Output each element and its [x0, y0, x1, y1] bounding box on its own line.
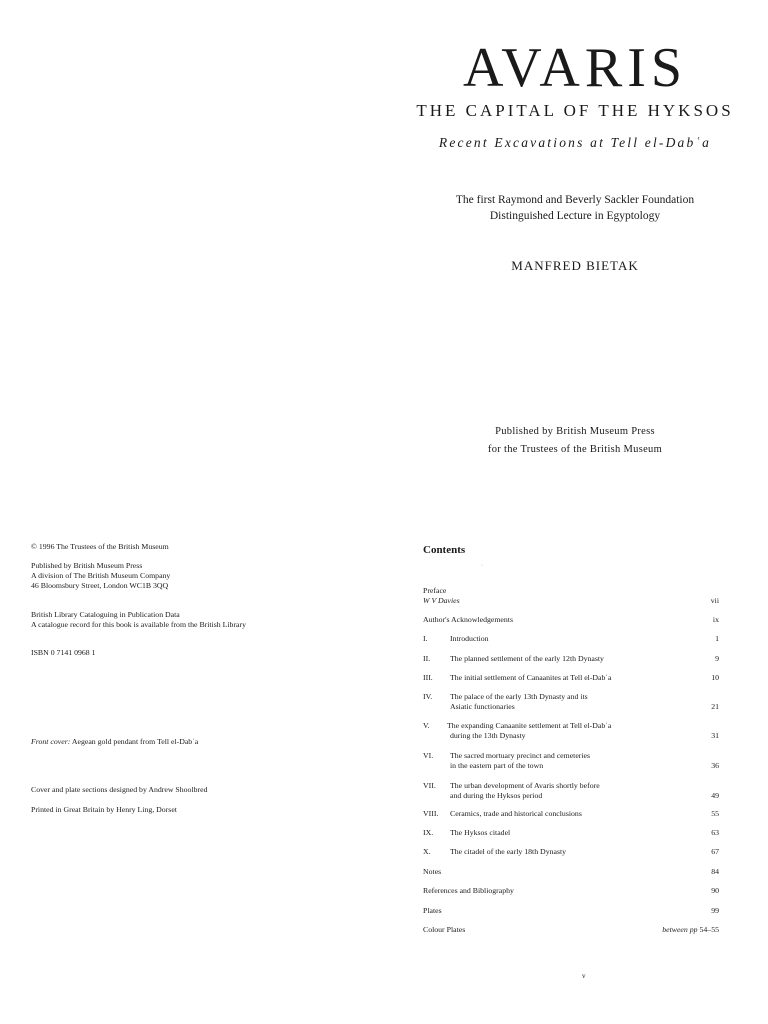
toc-chapter-9: [423, 828, 719, 838]
toc-chapter-4: [423, 692, 719, 712]
toc-page: [662, 925, 719, 935]
toc-title-cont: Asiatic functionaries: [450, 702, 515, 711]
toc-title: Preface: [423, 586, 447, 595]
toc-entry-references: [423, 886, 719, 896]
toc-title: Author's Acknowledgements: [423, 615, 513, 624]
lecture-line-1: The first Raymond and Beverly Sackler Foundation: [455, 194, 695, 206]
toc-title: Ceramics, trade and historical conclusions: [450, 809, 582, 818]
publisher-statement: [380, 423, 768, 459]
toc-page: 67: [711, 847, 719, 856]
toc-chapter-1: [423, 634, 719, 644]
toc-chapter-7: [423, 781, 719, 801]
cover-credit: [31, 737, 198, 747]
toc-chapter-8: [423, 809, 719, 819]
toc-number: III.: [423, 673, 433, 682]
toc-title: The expanding Canaanite settlement at Tell el-Dabʿa: [447, 721, 612, 730]
toc-page: 55: [711, 809, 719, 818]
toc-page: 99: [711, 906, 719, 915]
publisher-division: A division of The British Museum Company: [31, 571, 171, 580]
toc-page: 21: [711, 702, 719, 711]
contents-heading: Contents: [423, 544, 466, 556]
toc-chapter-3: [423, 673, 719, 683]
cataloguing-block: [31, 610, 246, 630]
cover-credit-text: Aegean gold pendant from Tell el-Dabʿa: [70, 737, 199, 746]
toc-entry-acknowledgements: [423, 615, 719, 625]
publisher-name: Published by British Museum Press: [31, 561, 143, 570]
toc-number: VI.: [423, 751, 434, 760]
author-name: MANFRED BIETAK: [511, 258, 639, 273]
toc-title: Introduction: [450, 634, 489, 643]
toc-title-cont: during the 13th Dynasty: [450, 731, 526, 740]
toc-chapter-5: [423, 721, 719, 741]
toc-title: The sacred mortuary precinct and cemeteries: [450, 751, 591, 760]
stray-mark: ·: [481, 563, 483, 569]
toc-page: 49: [711, 791, 719, 800]
toc-title: The Hyksos citadel: [450, 828, 511, 837]
toc-page: 1: [715, 634, 719, 643]
isbn-line: ISBN 0 7141 0968 1: [31, 648, 96, 657]
lecture-line-2: Distinguished Lecture in Egyptology: [489, 210, 661, 222]
toc-entry-colour-plates: [423, 925, 719, 935]
book-subtitle: THE CAPITAL OF THE HYKSOS: [416, 101, 734, 120]
book-title: AVARIS: [462, 37, 688, 99]
toc-page-range: 54–55: [697, 925, 719, 934]
page-number: v: [582, 972, 586, 980]
toc-page: 36: [711, 761, 719, 770]
toc-title: The planned settlement of the early 12th Dynasty: [450, 654, 604, 663]
toc-page: 31: [711, 731, 719, 740]
toc-page: 84: [711, 867, 719, 876]
toc-number: IV.: [423, 692, 433, 701]
toc-title: The citadel of the early 18th Dynasty: [450, 847, 567, 856]
toc-title: The palace of the early 13th Dynasty and its: [450, 692, 588, 701]
toc-entry-notes: [423, 867, 719, 877]
toc-title-cont: in the eastern part of the town: [450, 761, 544, 770]
toc-title: The urban development of Avaris shortly before: [450, 781, 600, 790]
cip-heading: British Library Cataloguing in Publication Data: [31, 610, 180, 619]
toc-number: II.: [423, 654, 431, 663]
toc-number: I.: [423, 634, 428, 643]
copyright-line: © 1996 The Trustees of the British Museum: [31, 542, 169, 551]
publisher-line-1: Published by British Museum Press: [495, 426, 655, 437]
cover-credit-label: Front cover:: [31, 737, 71, 746]
publisher-line-2: for the Trustees of the British Museum: [487, 444, 663, 455]
toc-page: 90: [711, 886, 719, 895]
toc-page: 9: [715, 654, 719, 663]
lecture-description: [380, 192, 768, 224]
cip-text: A catalogue record for this book is available from the British Library: [31, 620, 247, 629]
toc-entry-plates: [423, 906, 719, 916]
toc-entry-preface: [423, 586, 719, 606]
toc-chapter-6: [423, 751, 719, 771]
toc-title: Colour Plates: [423, 925, 466, 934]
toc-number: X.: [423, 847, 431, 856]
toc-page-prefix: between pp: [662, 925, 698, 934]
toc-title: References and Bibliography: [423, 886, 514, 895]
toc-chapter-2: [423, 654, 719, 664]
toc-title: Plates: [423, 906, 442, 915]
toc-title-cont: and during the Hyksos period: [450, 791, 543, 800]
toc-page: 10: [711, 673, 719, 682]
toc-chapter-10: [423, 847, 719, 857]
toc-number: VIII.: [423, 809, 439, 818]
toc-number: VII.: [423, 781, 436, 790]
toc-number: IX.: [423, 828, 434, 837]
toc-subtitle: W V Davies: [423, 596, 460, 605]
printer-credit: Printed in Great Britain by Henry Ling, Dorset: [31, 805, 177, 814]
toc-page: ix: [712, 615, 719, 624]
book-tagline: Recent Excavations at Tell el-Dabʿa: [438, 135, 712, 150]
publisher-address: 46 Bloomsbury Street, London WC1B 3QQ: [31, 581, 169, 590]
toc-number: V.: [423, 721, 430, 730]
toc-title: The initial settlement of Canaanites at Tell el-Dabʿa: [450, 673, 612, 682]
toc-page: 63: [711, 828, 719, 837]
toc-page: vii: [710, 596, 719, 605]
publisher-block: [31, 561, 170, 591]
design-credit: Cover and plate sections designed by Andrew Shoolbred: [31, 785, 208, 794]
toc-title: Notes: [423, 867, 442, 876]
